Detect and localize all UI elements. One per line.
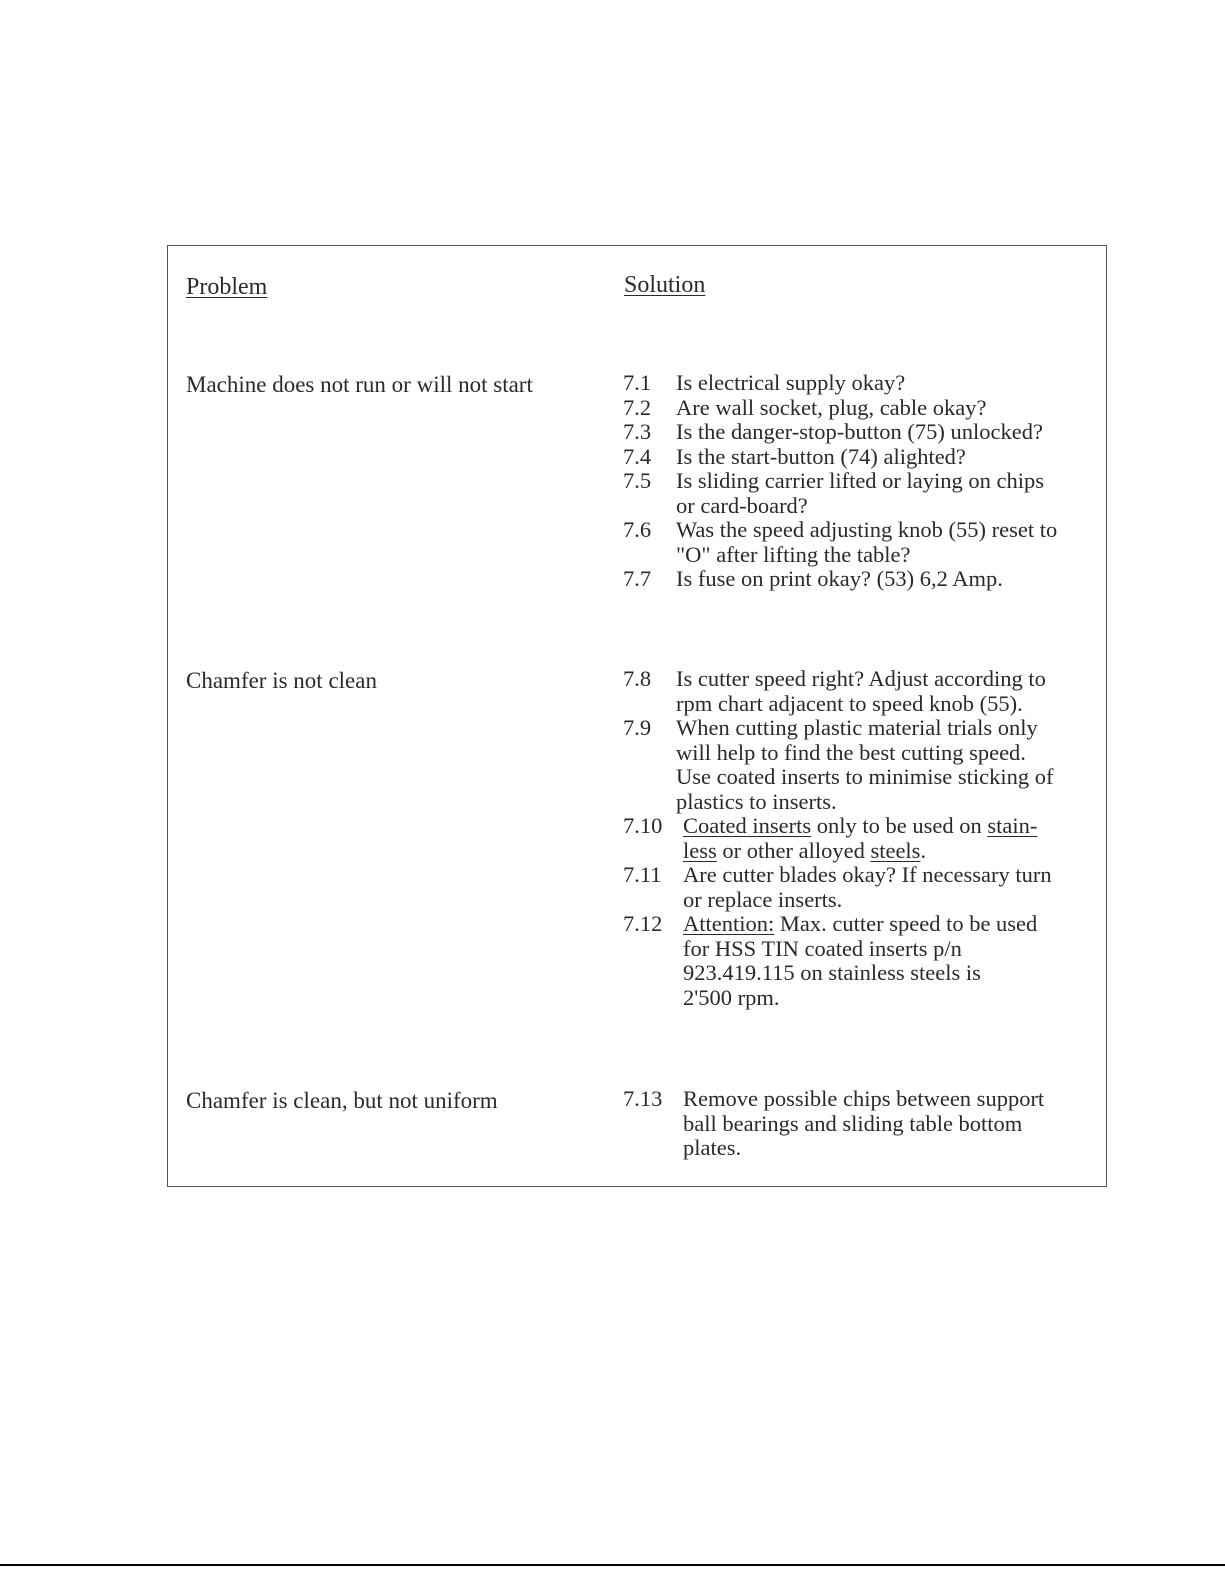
solution-text-part: or other alloyed bbox=[716, 837, 871, 863]
solution-text-part: only to be used on bbox=[811, 813, 988, 838]
solution-text bbox=[683, 814, 1098, 863]
solution-item bbox=[623, 469, 1098, 518]
solution-text: When cutting plastic material trials only will help to find the best cutting speed. Use coated inserts to minimise sticking of plastics to inserts. bbox=[676, 715, 1054, 814]
solution-item bbox=[623, 518, 1098, 567]
solution-number: 7.1 bbox=[623, 370, 652, 395]
solution-number: 7.2 bbox=[623, 394, 652, 420]
problem-machine-not-start: Machine does not run or will not start bbox=[186, 372, 533, 397]
problem-chamfer-not-uniform: Chamfer is clean, but not uniform bbox=[186, 1088, 498, 1113]
solution-item bbox=[623, 863, 1098, 912]
solution-text: Are cutter blades okay? If necessary turn or replace inserts. bbox=[683, 862, 1052, 912]
solution-number: 7.13 bbox=[623, 1086, 663, 1111]
solution-number: 7.5 bbox=[623, 468, 652, 493]
stainless-underlined: stain- less bbox=[683, 813, 1038, 863]
solution-header: Solution bbox=[624, 272, 706, 298]
solution-number: 7.8 bbox=[623, 666, 652, 691]
solution-text bbox=[683, 912, 1098, 1010]
solution-item bbox=[623, 420, 1098, 445]
solution-number: 7.10 bbox=[623, 813, 663, 838]
solution-item bbox=[623, 912, 1098, 1010]
solution-item bbox=[623, 667, 1098, 716]
solutions-chamfer-not-clean bbox=[623, 667, 1098, 1010]
solutions-machine-not-start bbox=[623, 371, 1098, 592]
solution-text: Is the start-button (74) alighted? bbox=[676, 443, 966, 469]
problem-header: Problem bbox=[186, 274, 268, 300]
solution-item bbox=[623, 567, 1098, 592]
solution-item bbox=[623, 1087, 1098, 1161]
solution-item bbox=[623, 445, 1098, 470]
solution-text: Is the danger-stop-button (75) unlocked? bbox=[676, 419, 1043, 444]
solution-text: Remove possible chips between support ball bearings and sliding table bottom plates. bbox=[683, 1086, 1045, 1160]
solution-text: Is electrical supply okay? bbox=[676, 370, 906, 395]
steels-underlined: steels bbox=[870, 837, 921, 863]
solution-item bbox=[623, 371, 1098, 396]
troubleshooting-table bbox=[167, 245, 1107, 1187]
solution-text-part: . bbox=[920, 837, 927, 863]
page-bottom-rule bbox=[0, 1564, 1225, 1566]
solution-number: 7.12 bbox=[623, 911, 663, 936]
coated-inserts-underlined: Coated inserts bbox=[683, 813, 812, 838]
solution-number: 7.11 bbox=[623, 862, 662, 887]
solution-number: 7.3 bbox=[623, 419, 652, 444]
solution-number: 7.6 bbox=[623, 517, 652, 542]
solution-text-part: Max. cutter speed to be used for HSS TIN coated inserts p/n 923.419.115 on stainless steels is 2'500 rpm. bbox=[683, 911, 1038, 1010]
solution-number: 7.7 bbox=[623, 566, 652, 591]
solution-text: Is cutter speed right? Adjust according to rpm chart adjacent to speed knob (55). bbox=[676, 666, 1046, 716]
solution-text: Was the speed adjusting knob (55) reset to "O" after lifting the table? bbox=[676, 517, 1058, 567]
solution-text: Is sliding carrier lifted or laying on chips or card-board? bbox=[676, 468, 1045, 518]
solution-item bbox=[623, 814, 1098, 863]
solution-number: 7.9 bbox=[623, 715, 652, 740]
solution-item bbox=[623, 716, 1098, 814]
solutions-chamfer-not-uniform bbox=[623, 1087, 1098, 1161]
solution-item bbox=[623, 396, 1098, 421]
attention-underlined: Attention: bbox=[683, 911, 775, 936]
problem-chamfer-not-clean: Chamfer is not clean bbox=[186, 668, 377, 693]
solution-text: Is fuse on print okay? (53) 6,2 Amp. bbox=[676, 566, 1003, 591]
solution-number: 7.4 bbox=[623, 443, 652, 469]
solution-text: Are wall socket, plug, cable okay? bbox=[676, 394, 987, 420]
